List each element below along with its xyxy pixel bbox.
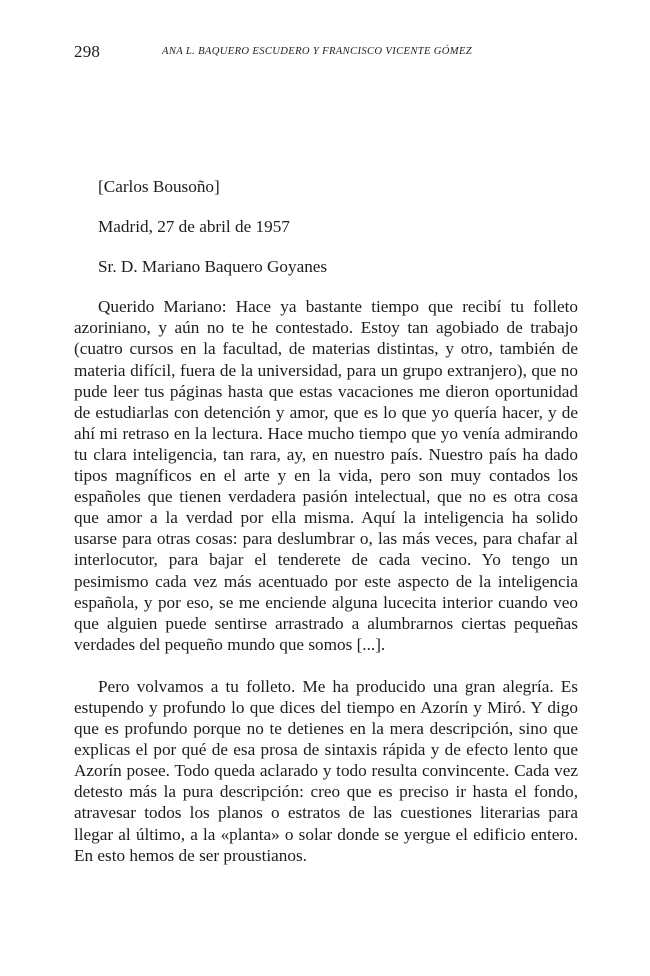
letter-recipient: Sr. D. Mariano Baquero Goyanes <box>98 257 328 277</box>
letter-author: [Carlos Bousoño] <box>98 177 220 196</box>
letter-paragraph-1: Querido Mariano: Hace ya bastante tiempo que recibí tu folleto azoriniano, y aún no te he contestado. Estoy tan agobiado de trabajo (cuatro cursos en la facultad, de materias distintas, y otro, también de materia difícil, fuera de la universidad, para un grupo extranjero), que no pude leer tus páginas hasta que estas vacaciones me dieron oportunidad de estudiarlas con detención y amor, que es lo que yo quería hacer, y de ahí mi retraso en la lectura. Hace mucho tiempo que yo venía admirando tu clara inteligencia, tan rara, ay, en nuestro país. Nuestro país ha dado tipos magníficos en el arte y en la vida, pero son muy contados los españoles que tienen verdadera pasión intelectual, que no es otra cosa que amor a la verdad por ella misma. Aquí la inteligencia ha solido usarse para otras cosas: para deslumbrar o, las más veces, para chafar al interlocutor, para bajar el tenderete de cada vecino. Yo tengo un pesimismo cada vez más acentuado por este aspecto de la inteligencia española, y por eso, se me enciende alguna lucecita interior cuando veo que alguien puede sentirse arrastrado a alumbrarnos ciertas pequeñas verdades del pequeño mundo que somos [...]. <box>74 297 578 654</box>
page-number: 298 <box>74 42 101 61</box>
letter-place-date: Madrid, 27 de abril de 1957 <box>98 217 290 237</box>
letter-paragraph-2: Pero volvamos a tu folleto. Me ha producido una gran alegría. Es estupendo y profundo lo que dices del tiempo en Azorín y Miró. Y digo que es profundo porque no te detienes en la mera descripción, sino que explicas el por qué de esa prosa de sintaxis rápida y de efecto lento que Azorín posee. Todo queda aclarado y todo resulta convincente. Cada vez detesto más la pura descripción: creo que es preciso ir hasta el fondo, atravesar todos los planos o estratos de las cuestiones literarias para llegar al último, a la «planta» o solar donde se yergue el edificio entero. En esto hemos de ser proustianos. <box>74 676 578 865</box>
letter-body <box>74 176 578 866</box>
page-header <box>74 42 594 66</box>
running-head: ANA L. BAQUERO ESCUDERO Y FRANCISCO VICENTE GÓMEZ <box>162 46 473 57</box>
